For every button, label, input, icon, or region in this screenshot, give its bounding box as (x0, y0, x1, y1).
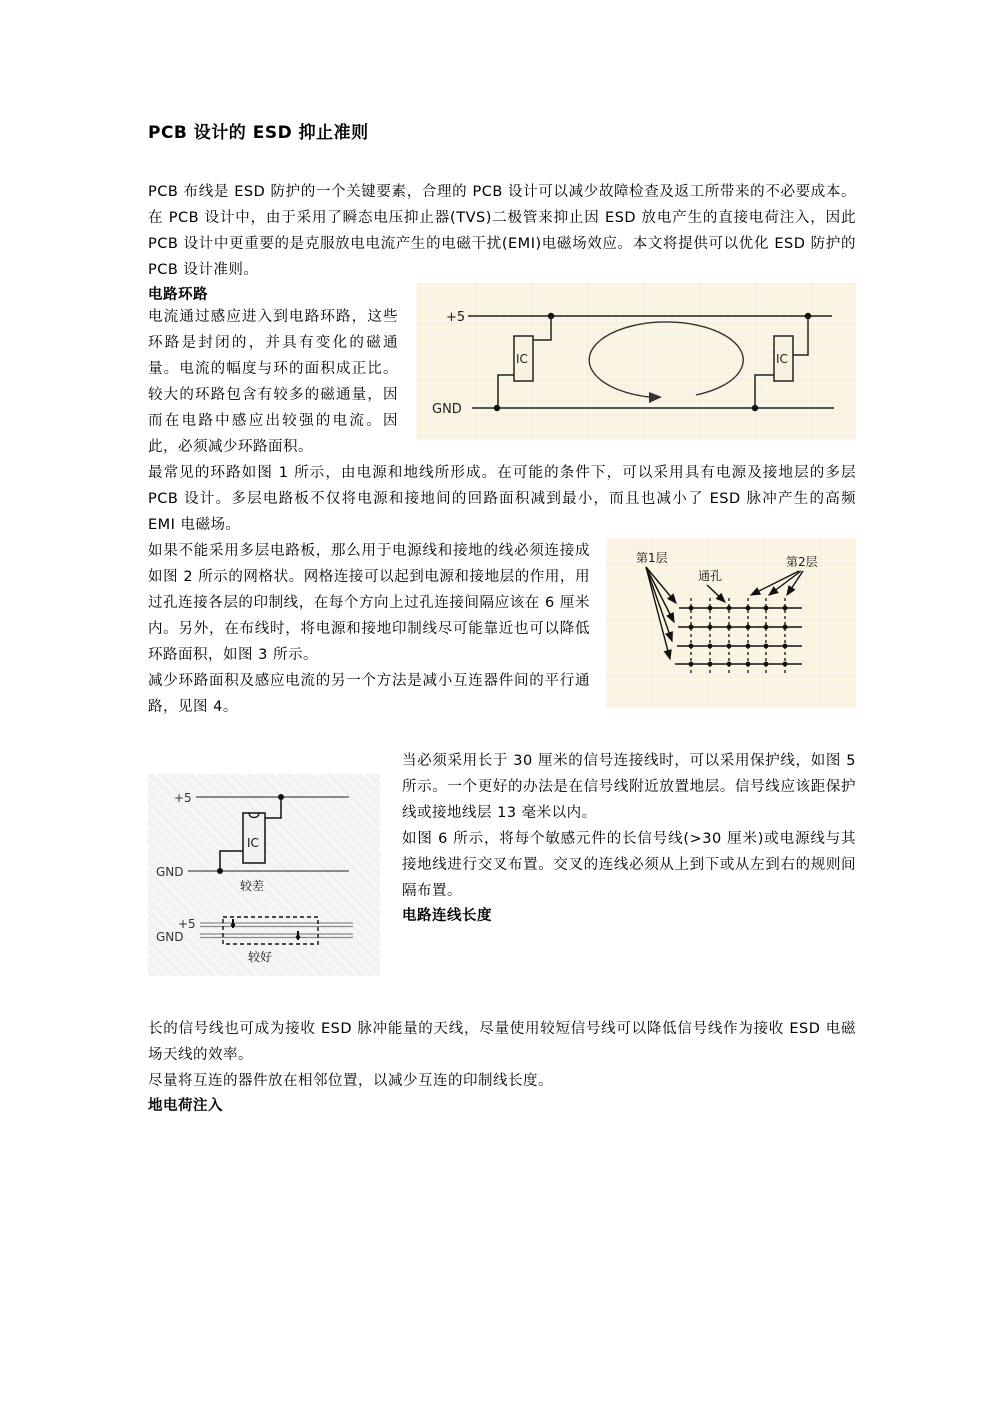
fig2-via-label: 通孔 (698, 569, 723, 583)
fig2-vertical-traces (691, 598, 785, 674)
fig3-tap-dot (231, 923, 235, 927)
paragraph-common-loop: 最常见的环路如图 1 所示，由电源和地线所形成。在可能的条件下，可以采用具有电源及接地层的多层 PCB 设计。多层电路板不仅将电源和接地间的回路面积减到最小，而且也减小了 ESD 脉冲产生的高频 EMI 电磁场。 (148, 465, 856, 533)
paragraph-adjacent: 尽量将互连的器件放在相邻位置，以减少互连的印制线长度。 (148, 1073, 553, 1089)
figure-circuit-loop-diagram (416, 283, 856, 440)
fig3-wire (265, 797, 281, 818)
fig1-junction-dot (494, 405, 500, 411)
mesh-grid-svg (606, 538, 856, 708)
current-loop-arc (589, 322, 743, 397)
section-heading-circuit-loop: 电路环路 (148, 287, 208, 303)
fig3-good-label: 较好 (248, 950, 273, 964)
section-heading-trace-length: 电路连线长度 (402, 908, 492, 924)
fig3-tap-dot (296, 935, 300, 939)
fig2-layer1-label: 第1层 (636, 551, 668, 565)
fig3-vcc-top-label: +5 (174, 791, 192, 805)
paragraph-intro: PCB 布线是 ESD 防护的一个关键要素，合理的 PCB 设计可以减少故障检查及返工所带来的不必要成本。在 PCB 设计中，由于采用了瞬态电压抑止器(TVS)二极管来抑止因 ESD 放电产生的直接电荷注入，因此 PCB 设计中更重要的是克服放电电流产生的电磁干扰(EMI)电磁场效应。本文将提供可以优化 ESD 防护的 PCB 设计准则。 (148, 184, 856, 278)
fig3-gnd-top-label: GND (156, 865, 184, 879)
fig3-junction-dot (217, 868, 223, 874)
fig1-vcc-label: +5 (446, 310, 466, 325)
fig3-vcc-bottom-label: +5 (178, 917, 196, 931)
paragraph-circuit-loop: 电流通过感应进入到电路环路，这些环路是封闭的，并具有变化的磁通量。电流的幅度与环的面积成正比。较大的环路包含有较多的磁通量，因而在电路中感应出较强的电流。因此，必须减少环路面积。 (148, 309, 398, 455)
fig2-via-dots (689, 606, 788, 667)
fig1-wire (793, 316, 808, 355)
section-mesh (148, 538, 856, 720)
fig1-wire (498, 375, 514, 408)
figure-power-ground-mesh (606, 538, 856, 708)
fig1-ic-left-label: IC (516, 352, 528, 366)
fig2-layer2-label: 第2层 (786, 555, 818, 569)
fig2-layer2-arrows (751, 571, 803, 595)
section-trace-routing (148, 748, 856, 988)
current-loop-arrow-icon (649, 392, 662, 403)
section-heading-ground-injection: 地电荷注入 (148, 1098, 223, 1114)
paragraph-cross-layout: 如图 6 所示，将每个敏感元件的长信号线(>30 厘米)或电源线与其接地线进行交叉布置。交叉的连线必须从上到下或从左到右的规则间隔布置。 (402, 831, 856, 899)
paragraph-mesh: 如果不能采用多层电路板，那么用于电源线和接地的线必须连接成如图 2 所示的网格状。网格连接可以起到电源和接地层的作用，用过孔连接各层的印制线，在每个方向上过孔连接间隔应该在 6 厘米内。另外，在布线时，将电源和接地印制线尽可能靠近也可以降低环路面积，如图 3 所示。 (148, 543, 590, 663)
circuit-loop-svg (416, 283, 856, 440)
section-circuit-loop (148, 283, 856, 460)
figure-trace-routing-comparison (148, 774, 380, 976)
fig3-gnd-bottom-label: GND (156, 930, 184, 944)
document-body (148, 118, 856, 1115)
paragraph-antenna: 长的信号线也可成为接收 ESD 脉冲能量的天线，尽量使用较短信号线可以降低信号线作为接收 ESD 电磁场天线的效率。 (148, 1021, 856, 1063)
fig3-bad-label: 较差 (240, 879, 265, 893)
paragraph-guard-trace: 当必须采用长于 30 厘米的信号连接线时，可以采用保护线，如图 5 所示。一个更好的办法是在信号线附近放置地层。信号线应该距保护线或接地线层 13 毫米以内。 (402, 753, 856, 821)
fig2-horizontal-traces (675, 608, 802, 664)
fig1-gnd-label: GND (432, 402, 462, 417)
fig3-ic-label: IC (247, 836, 259, 850)
fig3-dashed-box (223, 917, 318, 944)
fig1-ic-right-label: IC (776, 352, 788, 366)
fig1-wire (533, 316, 551, 340)
fig1-wire (755, 375, 774, 408)
paragraph-parallel-path: 减少环路面积及感应电流的另一个方法是减小互连器件间的平行通路，见图 4。 (148, 673, 590, 715)
fig3-wire (220, 851, 243, 871)
page-title: PCB 设计的 ESD 抑止准则 (148, 123, 369, 143)
trace-routing-svg (148, 774, 380, 976)
fig2-layer1-arrows (646, 567, 676, 659)
